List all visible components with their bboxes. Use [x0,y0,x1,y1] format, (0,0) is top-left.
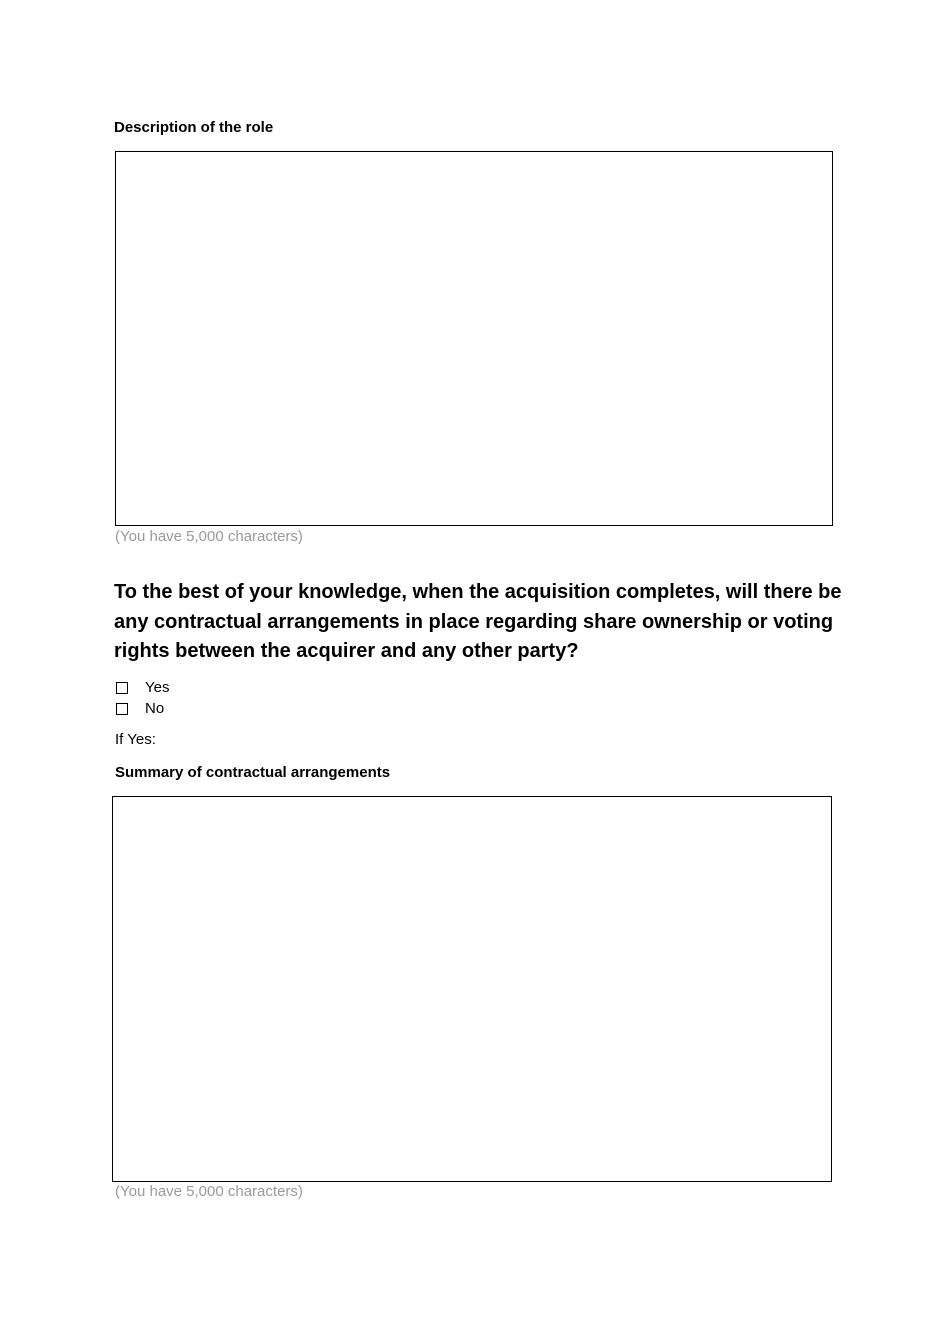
contractual-arrangements-char-count: (You have 5,000 characters) [115,1183,303,1200]
option-yes[interactable] [116,678,169,698]
role-description-label: Description of the role [114,119,274,136]
contractual-arrangements-summary-label: Summary of contractual arrangements [115,764,391,781]
role-description-input[interactable] [115,151,833,526]
no-checkbox[interactable] [116,703,128,715]
role-description-char-count: (You have 5,000 characters) [115,528,303,545]
contractual-arrangements-question: To the best of your knowledge, when the acquisition completes, will there be any contractual arrangements in place regarding share ownership or voting rights between the acquirer and any other party? [114,581,842,662]
yes-label: Yes [145,679,170,696]
contractual-arrangements-summary-input[interactable] [112,796,832,1182]
no-label: No [145,700,165,717]
contractual-arrangements-options [116,678,169,719]
yes-checkbox[interactable] [116,682,128,694]
if-yes-text: If Yes: [115,731,156,748]
option-no[interactable] [116,699,169,719]
